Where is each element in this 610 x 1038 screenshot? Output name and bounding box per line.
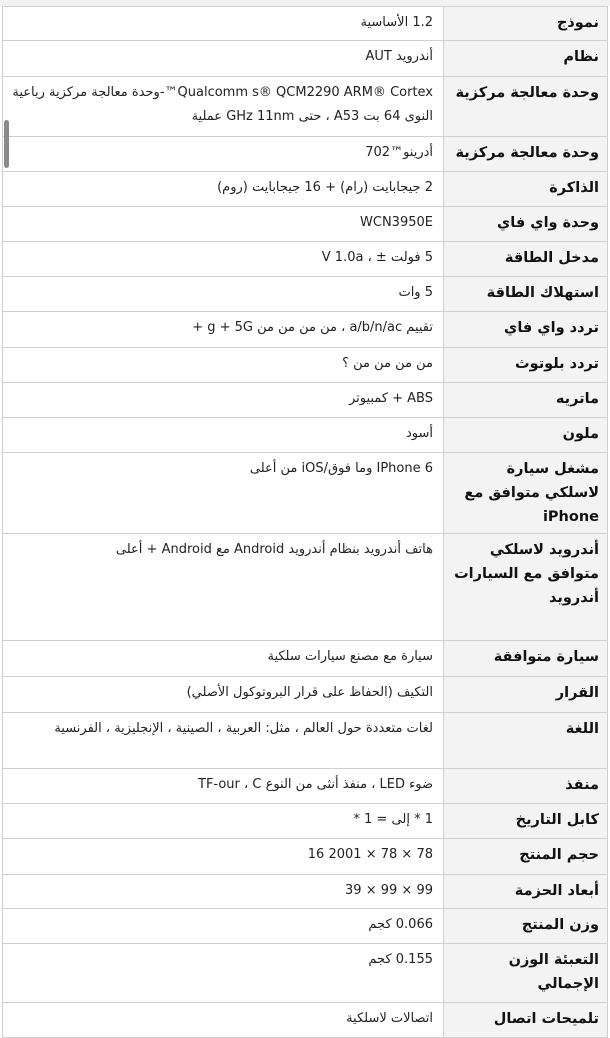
spec-key: تردد واي فاي [444, 312, 608, 348]
spec-value: 0.155 كجم [3, 944, 444, 1003]
spec-key: مشغل سيارة لاسلكي متوافق مع iPhone [444, 453, 608, 534]
spec-row [3, 453, 608, 534]
spec-value: هاتف أندرويد بنظام أندرويد Android مع Android + أعلى [3, 534, 444, 641]
spec-key: ماتريه [444, 383, 608, 418]
spec-row [3, 804, 608, 839]
spec-key: نظام [444, 41, 608, 77]
spec-value: أسود [3, 418, 444, 453]
spec-row [3, 7, 608, 41]
spec-key: القرار [444, 677, 608, 713]
spec-key: سيارة متوافقة [444, 641, 608, 677]
spec-row [3, 277, 608, 312]
spec-value: WCN3950E [3, 207, 444, 242]
spec-value: اتصالات لاسلكية [3, 1003, 444, 1038]
spec-row [3, 312, 608, 348]
spec-value: أندرويد AUT [3, 41, 444, 77]
spec-value: 5 فولت ± ، V 1.0a [3, 242, 444, 277]
spec-key: تلميحات اتصال [444, 1003, 608, 1038]
spec-row [3, 207, 608, 242]
spec-row [3, 944, 608, 1003]
spec-row [3, 41, 608, 77]
spec-key: تردد بلوتوث [444, 348, 608, 383]
spec-value: ABS + كمبيوتر [3, 383, 444, 418]
spec-row [3, 137, 608, 172]
spec-row [3, 839, 608, 875]
spec-value: 1 * إلى = 1 * [3, 804, 444, 839]
spec-row [3, 1003, 608, 1038]
spec-row [3, 875, 608, 909]
spec-row [3, 769, 608, 804]
spec-row [3, 641, 608, 677]
spec-row [3, 77, 608, 137]
spec-key: حجم المنتج [444, 839, 608, 875]
spec-row [3, 909, 608, 944]
spec-key: مدخل الطاقة [444, 242, 608, 277]
spec-key: اللغة [444, 713, 608, 769]
spec-row [3, 677, 608, 713]
spec-value: Qualcomm s® QCM2290 ARM® Cortex™-وحدة معالجة مركزية رباعية النوى 64 بت A53 ، حتى GHz 11nm عملية [3, 77, 444, 137]
spec-row [3, 418, 608, 453]
spec-row [3, 534, 608, 641]
spec-value: 5 وات [3, 277, 444, 312]
spec-key: أبعاد الحزمة [444, 875, 608, 909]
spec-row [3, 383, 608, 418]
spec-value: من من من من ؟ [3, 348, 444, 383]
spec-row [3, 242, 608, 277]
spec-value: أدرينو™702 [3, 137, 444, 172]
scroll-indicator[interactable] [4, 120, 9, 168]
spec-key: أندرويد لاسلكي متوافق مع السيارات أندرويد [444, 534, 608, 641]
spec-value: 99 × 99 × 39 [3, 875, 444, 909]
spec-key: استهلاك الطاقة [444, 277, 608, 312]
spec-key: التعبئة الوزن الإجمالي [444, 944, 608, 1003]
spec-row [3, 348, 608, 383]
spec-key: الذاكرة [444, 172, 608, 207]
spec-key: وحدة واي فاي [444, 207, 608, 242]
spec-row [3, 172, 608, 207]
spec-value: سيارة مع مصنع سيارات سلكية [3, 641, 444, 677]
spec-value: تقييم a/b/n/ac ، من من من من g + 5G + [3, 312, 444, 348]
spec-key: وزن المنتج [444, 909, 608, 944]
spec-key: منفذ [444, 769, 608, 804]
spec-value: لغات متعددة حول العالم ، مثل: العربية ، الصينية ، الإنجليزية ، الفرنسية [3, 713, 444, 769]
spec-row [3, 713, 608, 769]
specifications-table [2, 6, 608, 1038]
spec-value: التكيف (الحفاظ على قرار البروتوكول الأصلي) [3, 677, 444, 713]
spec-key: كابل التاريخ [444, 804, 608, 839]
spec-value: 2 جيجابايت (رام) + 16 جيجابايت (روم) [3, 172, 444, 207]
spec-value: 78 × 78 × 2001 16 [3, 839, 444, 875]
spec-value: 0.066 كجم [3, 909, 444, 944]
spec-value: 1.2 الأساسية [3, 7, 444, 41]
spec-key: نموذج [444, 7, 608, 41]
spec-key: ملون [444, 418, 608, 453]
spec-key: وحدة معالجة مركزية [444, 137, 608, 172]
spec-value: ضوء LED ، منفذ أنثى من النوع TF-our ، C [3, 769, 444, 804]
spec-key: وحدة معالجة مركزية [444, 77, 608, 137]
specifications-table-body [3, 7, 608, 1038]
spec-value: IPhone 6 وما فوق/iOS من أعلى [3, 453, 444, 534]
